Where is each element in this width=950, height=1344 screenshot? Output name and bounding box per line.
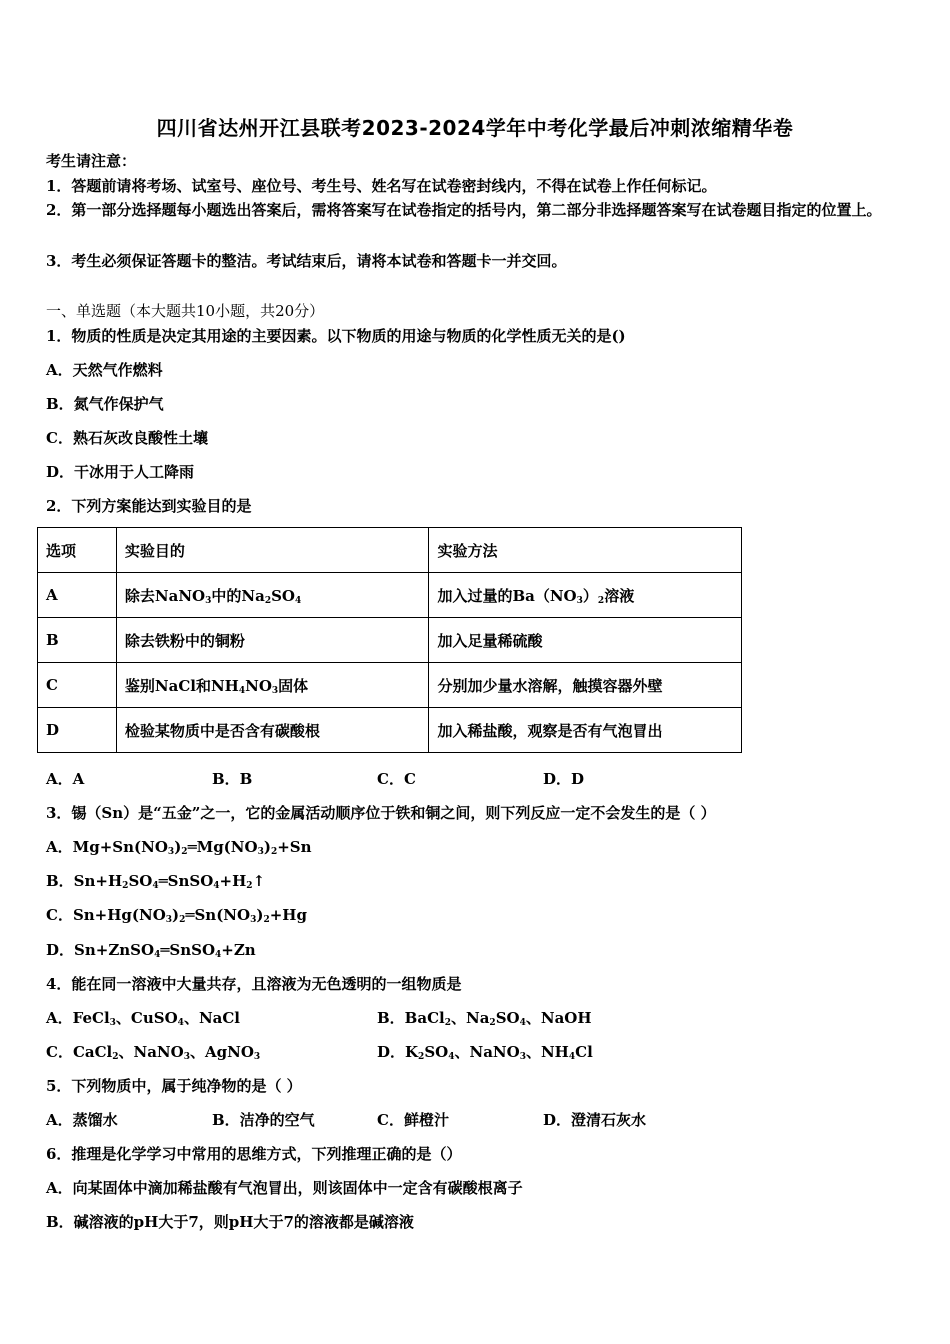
question-1-stem: 1．物质的性质是决定其用途的主要因素。以下物质的用途与物质的化学性质无关的是() — [46, 327, 626, 345]
notice-heading: 考生请注意： — [46, 152, 137, 170]
q1-option-b: B．氮气作保护气 — [46, 395, 164, 413]
question-2-stem: 2．下列方案能达到实验目的是 — [46, 497, 252, 515]
row-purpose: 检验某物质中是否含有碳酸根 — [116, 708, 429, 753]
q2-option-a: A．A — [46, 770, 85, 788]
q1-option-c: C．熟石灰改良酸性土壤 — [46, 429, 208, 447]
notice-item: 2．第一部分选择题每小题选出答案后，需将答案写在试卷指定的括号内，第二部分非选择题答案写在试卷题目指定的位置上。 — [46, 201, 882, 219]
row-key: C — [38, 663, 117, 708]
row-method: 加入足量稀硫酸 — [429, 618, 742, 663]
q5-option-b: B．洁净的空气 — [212, 1111, 315, 1129]
q3-option-d: D．Sn+ZnSO$_4$═SnSO$_4$+Zn — [46, 941, 256, 960]
row-purpose: 除去NaNO$_3$中的$Na_2SO_4$ — [116, 573, 429, 618]
table-header-cell: 实验目的 — [116, 528, 429, 573]
experiment-table — [37, 527, 742, 753]
row-method: 加入稀盐酸，观察是否有气泡冒出 — [429, 708, 742, 753]
section-heading: 一、单选题（本大题共10小题，共20分） — [46, 302, 325, 320]
q4-option-d: D．$K_2SO_4$、NaNO$_3$、$NH_4Cl$ — [377, 1043, 593, 1062]
q6-option-a: A．向某固体中滴加稀盐酸有气泡冒出，则该固体中一定含有碳酸根离子 — [46, 1179, 523, 1197]
q4-option-b: B．BaCl$_2$、$Na_2SO_4$、NaOH — [377, 1009, 592, 1028]
q1-option-d: D．干冰用于人工降雨 — [46, 463, 195, 481]
q5-option-a: A．蒸馏水 — [46, 1111, 118, 1129]
row-key: A — [38, 573, 117, 618]
table-header-cell: 实验方法 — [429, 528, 742, 573]
row-purpose: 鉴别NaCl和$NH_4NO_3$固体 — [116, 663, 429, 708]
page-title: 四川省达州开江县联考2023-2024学年中考化学最后冲刺浓缩精华卷 — [156, 116, 794, 140]
q2-option-b: B．B — [212, 770, 253, 788]
q3-option-b: B．$Sn+H_2SO_4═SnSO_4+H_2↑$ — [46, 872, 266, 891]
table-row — [38, 708, 742, 753]
q1-option-a: A．天然气作燃料 — [46, 361, 163, 379]
row-method: 分别加少量水溶解，触摸容器外壁 — [429, 663, 742, 708]
q3-option-a: A．$Mg+Sn(NO_3)_2═Mg(NO_3)_2+Sn$ — [46, 838, 312, 857]
notice-item: 3．考生必须保证答题卡的整洁。考试结束后，请将本试卷和答题卡一并交回。 — [46, 252, 567, 270]
row-method: 加入过量的$Ba(NO_3)_2$溶液 — [429, 573, 742, 618]
row-key: B — [38, 618, 117, 663]
table-row — [38, 663, 742, 708]
q5-option-d: D．澄清石灰水 — [543, 1111, 647, 1129]
table-header-cell: 选项 — [38, 528, 117, 573]
q3-option-c: C．$Sn+Hg(NO_3)_2═Sn(NO_3)_2+Hg$ — [46, 906, 307, 925]
q6-option-b: B．碱溶液的pH大于7，则pH大于7的溶液都是碱溶液 — [46, 1213, 414, 1231]
question-3-stem: 3．锡（Sn）是“五金”之一，它的金属活动顺序位于铁和铜之间，则下列反应一定不会发生的是（ ） — [46, 804, 716, 822]
notice-item: 1．答题前请将考场、试室号、座位号、考生号、姓名写在试卷密封线内，不得在试卷上作任何标记。 — [46, 177, 717, 195]
table-row — [38, 573, 742, 618]
question-5-stem: 5．下列物质中，属于纯净物的是（ ） — [46, 1077, 302, 1095]
row-purpose: 除去铁粉中的铜粉 — [116, 618, 429, 663]
row-key: D — [38, 708, 117, 753]
q4-option-c: C．CaCl$_2$、NaNO$_3$、AgNO$_3$ — [46, 1043, 261, 1062]
q2-option-c: C．C — [377, 770, 416, 788]
question-6-stem: 6．推理是化学学习中常用的思维方式，下列推理正确的是（） — [46, 1145, 462, 1163]
question-4-stem: 4．能在同一溶液中大量共存，且溶液为无色透明的一组物质是 — [46, 975, 462, 993]
q5-option-c: C．鲜橙汁 — [377, 1111, 449, 1129]
table-row — [38, 618, 742, 663]
q4-option-a: A．FeCl$_3$、CuSO$_4$、NaCl — [46, 1009, 241, 1028]
q2-option-d: D．D — [543, 770, 585, 788]
table-header-row — [38, 528, 742, 573]
